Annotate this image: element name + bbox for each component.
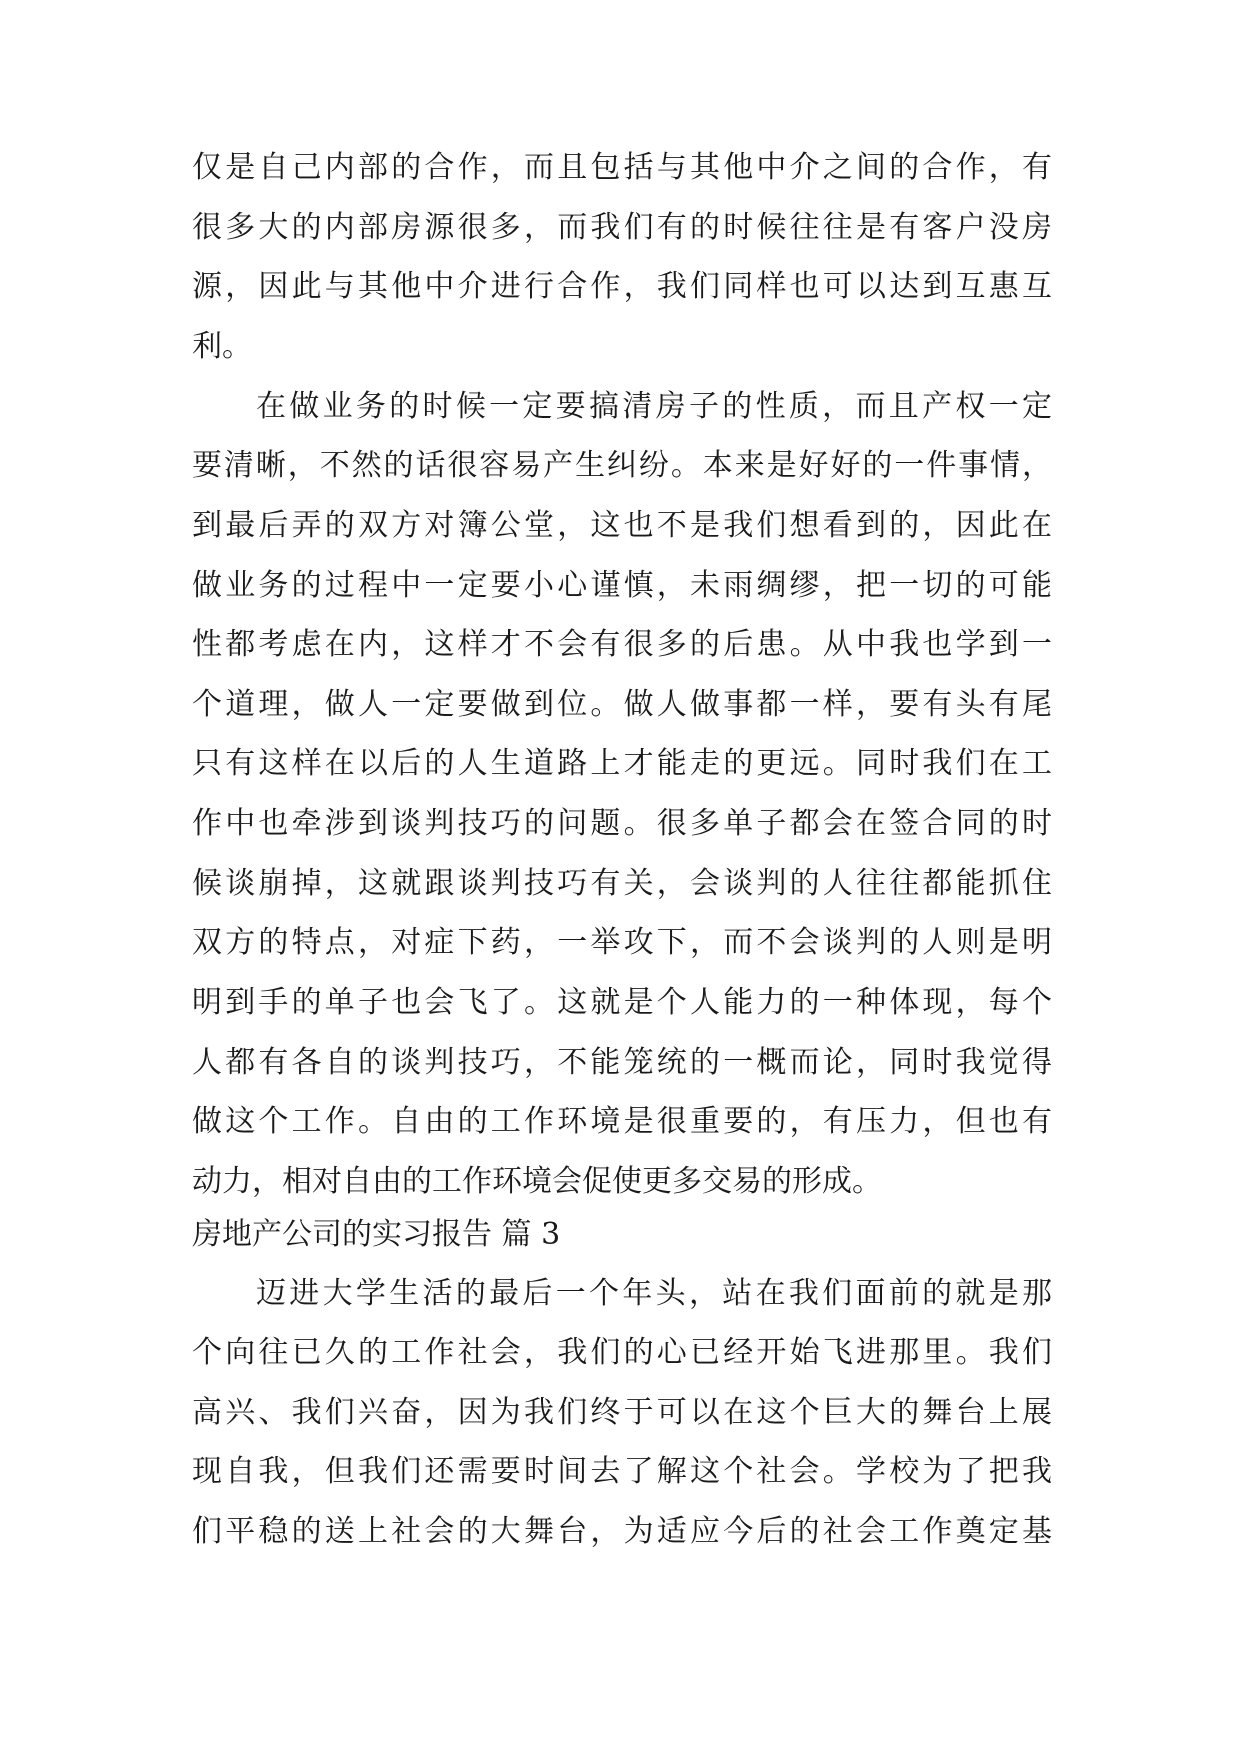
- paragraph-line: 动力，相对自由的工作环境会促使更多交易的形成。: [192, 1164, 882, 1199]
- paragraph-line: 利。: [192, 329, 252, 364]
- paragraph-line: 候谈崩掉，这就跟谈判技巧有关，会谈判的人往往都能抓住: [192, 866, 1052, 901]
- paragraph-line: 很多大的内部房源很多，而我们有的时候往往是有客户没房: [192, 210, 1052, 245]
- paragraph-line: 做业务的过程中一定要小心谨慎，未雨绸缪，把一切的可能: [192, 568, 1052, 603]
- paragraph-line: 作中也牵涉到谈判技巧的问题。很多单子都会在签合同的时: [192, 806, 1052, 841]
- paragraph-line: 现自我，但我们还需要时间去了解这个社会。学校为了把我: [192, 1454, 1052, 1489]
- paragraph-line: 到最后弄的双方对簿公堂，这也不是我们想看到的，因此在: [192, 508, 1052, 543]
- paragraph-line: 只有这样在以后的人生道路上才能走的更远。同时我们在工: [192, 746, 1052, 781]
- section-heading: 房地产公司的实习报告 篇 3: [192, 1217, 561, 1252]
- paragraph-line: 人都有各自的谈判技巧，不能笼统的一概而论，同时我觉得: [192, 1045, 1052, 1080]
- paragraph-line: 要清晰，不然的话很容易产生纠纷。本来是好好的一件事情，: [192, 448, 1052, 483]
- paragraph-line: 个向往已久的工作社会，我们的心已经开始飞进那里。我们: [192, 1335, 1052, 1370]
- paragraph-line: 做这个工作。自由的工作环境是很重要的，有压力，但也有: [192, 1104, 1052, 1139]
- paragraph-line: 仅是自己内部的合作，而且包括与其他中介之间的合作，有: [192, 150, 1052, 185]
- paragraph-line: 高兴、我们兴奋，因为我们终于可以在这个巨大的舞台上展: [192, 1395, 1052, 1430]
- paragraph-line: 在做业务的时候一定要搞清房子的性质，而且产权一定: [256, 389, 1052, 424]
- paragraph-line: 双方的特点，对症下药，一举攻下，而不会谈判的人则是明: [192, 925, 1052, 960]
- paragraph-line: 迈进大学生活的最后一个年头，站在我们面前的就是那: [256, 1276, 1052, 1311]
- paragraph-line: 明到手的单子也会飞了。这就是个人能力的一种体现，每个: [192, 985, 1052, 1020]
- paragraph-line: 个道理，做人一定要做到位。做人做事都一样，要有头有尾: [192, 687, 1052, 722]
- paragraph-line: 性都考虑在内，这样才不会有很多的后患。从中我也学到一: [192, 627, 1052, 662]
- paragraph-line: 们平稳的送上社会的大舞台，为适应今后的社会工作奠定基: [192, 1514, 1052, 1549]
- paragraph-line: 源，因此与其他中介进行合作，我们同样也可以达到互惠互: [192, 269, 1052, 304]
